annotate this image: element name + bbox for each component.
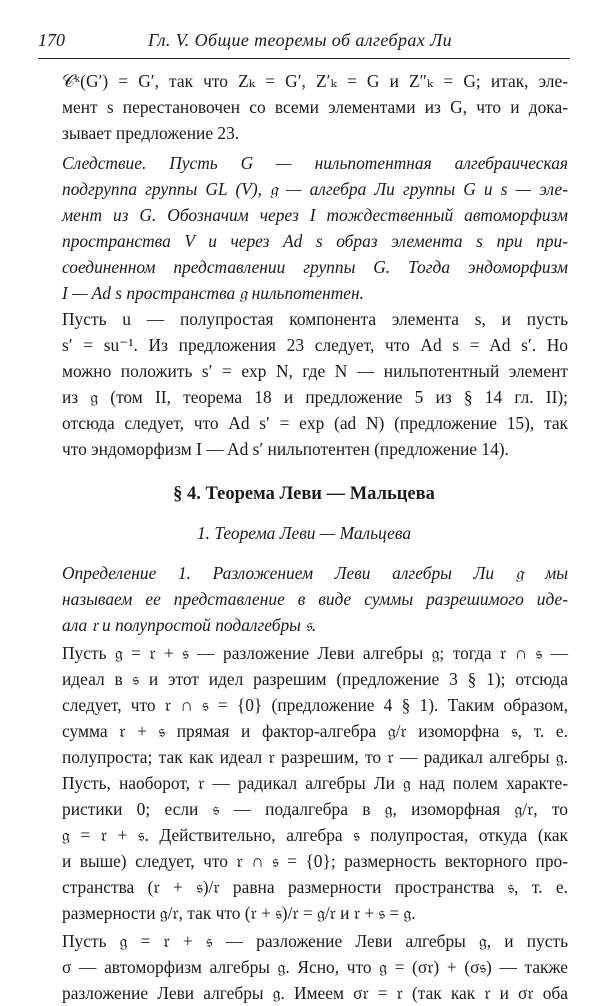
text-line: Пусть, наоборот, 𝔯 — радикал алгебры Ли 𝔤 над полем характе- — [62, 773, 568, 793]
running-title: Гл. V. Общие теоремы об алгебрах Ли — [148, 30, 453, 50]
text-line: s′ = su⁻¹. Из предложения 23 следует, что Ad s = Ad s′. Но — [62, 335, 568, 355]
text-line: следует, что 𝔯 ∩ 𝔰 = {0} (предложение 4 § 1). Таким образом, — [62, 695, 568, 715]
text-line: § 4. Теорема Леви — Мальцева — [173, 484, 435, 504]
text-line: называем ее представление в виде суммы разрешимого иде- — [62, 589, 568, 609]
text-line: соединенном представлении группы G. Тогда эндоморфизм — [62, 257, 568, 277]
text-line: σ — автоморфизм алгебры 𝔤. Ясно, что 𝔤 = (σ𝔯) + (σ𝔰) — также — [62, 957, 568, 977]
text-line: разложение Леви алгебры 𝔤. Имеем σ𝔯 = 𝔯 (так как 𝔯 и σ𝔯 оба — [62, 983, 568, 1003]
page-number: 170 — [38, 30, 65, 50]
text-line: можно положить s′ = exp N, где N — нильпотентный элемент — [62, 361, 568, 381]
text-line: 𝒞ᵏ(G′) = G′, так что Zₖ = G′, Z′ₖ = G и Z″ₖ = G; итак, эле- — [62, 71, 568, 91]
text-line: пространства V и через Ad s образ элемента s при при- — [62, 231, 568, 251]
text-line: размерности 𝔤/𝔯, так что (𝔯 + 𝔰)/𝔯 = 𝔤/𝔯 и 𝔯 + 𝔰 = 𝔤. — [62, 903, 416, 923]
text-line: Определение 1. Разложением Леви алгебры Ли 𝔤 мы — [62, 563, 568, 583]
text-line: что эндоморфизм I — Ad s′ нильпотентен (предложение 14). — [62, 439, 509, 459]
text-line: полупроста; так как идеал 𝔯 разрешим, то 𝔯 — радикал алгебры 𝔤. — [62, 747, 568, 767]
text-line: подгруппа группы GL (V), 𝔤 — алгебра Ли группы G и s — эле- — [62, 179, 568, 199]
text-line: сумма 𝔯 + 𝔰 прямая и фактор-алгебра 𝔤/𝔯 изоморфна 𝔰, т. е. — [62, 721, 568, 741]
text-line: и выше) следует, что 𝔯 ∩ 𝔰 = {0}; размерность векторного про- — [62, 851, 568, 871]
text-line: I — Ad s пространства 𝔤 нильпотентен. — [62, 283, 365, 303]
text-line: 1. Теорема Леви — Мальцева — [196, 523, 412, 543]
text-line: Пусть 𝔤 = 𝔯 + 𝔰 — разложение Леви алгебры 𝔤; тогда 𝔯 ∩ 𝔰 — — [62, 643, 568, 663]
text-line: ристики 0; если 𝔰 — подалгебра в 𝔤, изоморфная 𝔤/𝔯, то — [62, 799, 568, 819]
text-line: Следствие. Пусть G — нильпотентная алгебраическая — [62, 153, 568, 173]
text-line: из 𝔤 (том II, теорема 18 и предложение 5 из § 14 гл. II); — [62, 387, 568, 407]
text-line: отсюда следует, что Ad s′ = exp (ad N) (предложение 15), так — [62, 413, 568, 433]
text-line: 𝔤 = 𝔯 + 𝔰. Действительно, алгебра 𝔰 полупростая, откуда (как — [62, 825, 568, 845]
text-line: ала 𝔯 и полупростой подалгебры 𝔰. — [62, 615, 317, 635]
text-line: идеал в 𝔰 и этот идел разрешим (предложение 3 § 1); отсюда — [62, 669, 568, 689]
page-header — [38, 28, 570, 59]
text-line: Пусть u — полупростая компонента элемента s, и пусть — [62, 309, 568, 329]
text-line: мент из G. Обозначим через I тождественный автоморфизм — [62, 205, 568, 225]
text-line: странства (𝔯 + 𝔰)/𝔯 равна размерности пространства 𝔰, т. е. — [62, 877, 568, 897]
text-line: зывает предложение 23. — [62, 123, 240, 143]
text-line: мент s перестановочен со всеми элементами из G, что и дока- — [62, 97, 568, 117]
text-line: Пусть 𝔤 = 𝔯 + 𝔰 — разложение Леви алгебры 𝔤, и пусть — [62, 931, 568, 951]
